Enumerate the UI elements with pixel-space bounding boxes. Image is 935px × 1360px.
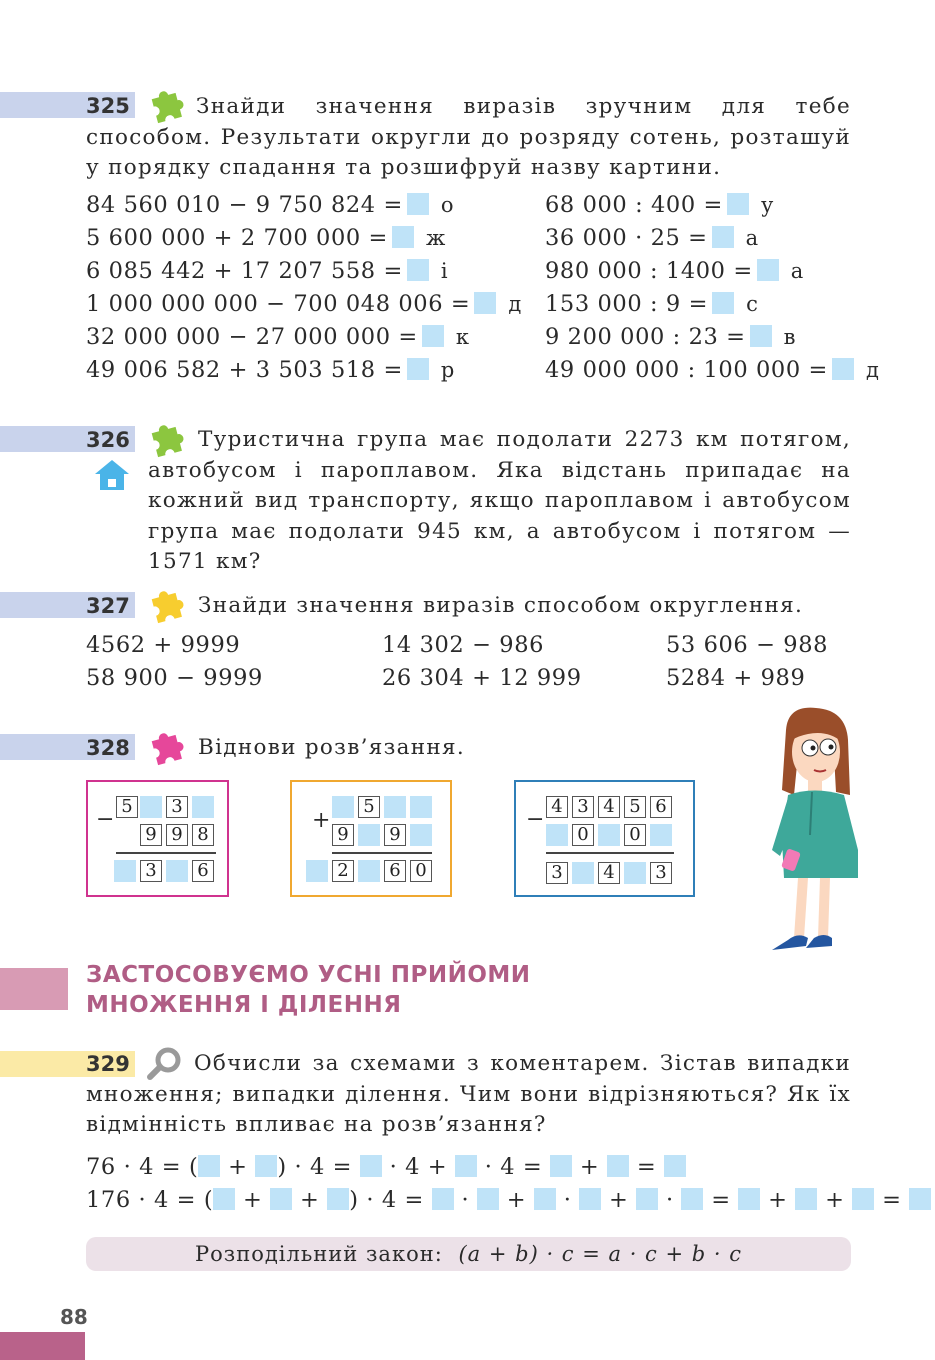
- section-heading-line-2: МНОЖЕННЯ І ДІЛЕННЯ: [86, 992, 402, 1018]
- task-text: Знайди значення виразів способом округлення.: [198, 593, 804, 618]
- girl-illustration: [758, 700, 868, 955]
- puzzle-yellow-icon: [148, 586, 186, 624]
- answer-box[interactable]: [712, 292, 734, 314]
- section-heading-line-1: ЗАСТОСОВУЄМО УСНІ ПРИЙОМИ: [86, 962, 531, 988]
- operator: −: [96, 807, 115, 832]
- puzzle-box-3: − 4 3 4 5 6 0 0 3 4 3: [514, 780, 695, 897]
- puzzle-box-1: − 5 3 9 9 8 3 6: [86, 780, 229, 897]
- answer-box[interactable]: [392, 226, 414, 248]
- law-formula: (a + b) · c = a · c + b · c: [458, 1242, 742, 1266]
- section-bar: [0, 968, 68, 1010]
- home-icon: [93, 458, 131, 492]
- expression-row: 1 000 000 000 − 700 048 006 = д: [86, 291, 522, 317]
- expression-row: 6 085 442 + 17 207 558 = і: [86, 258, 449, 284]
- answer-box[interactable]: [727, 193, 749, 215]
- puzzle-pink-icon: [148, 728, 186, 766]
- answer-box[interactable]: [750, 325, 772, 347]
- expression: 5284 + 989: [666, 665, 806, 691]
- expression-row: 5 600 000 + 2 700 000 = ж: [86, 225, 446, 251]
- answer-box[interactable]: [407, 259, 429, 281]
- answer-box[interactable]: [712, 226, 734, 248]
- operator: +: [312, 808, 331, 833]
- operator: −: [526, 807, 545, 832]
- answer-box[interactable]: [474, 292, 496, 314]
- task-text: Туристична група має подолати 2273 км потягом, автобусом і пароплавом. Яка відстань припадає на кожний вид транспорту, якщо пароплавом і автобусом група має подолати 945 км, а автобусом і потягом — 1571 км?: [148, 427, 851, 574]
- answer-box[interactable]: [422, 325, 444, 347]
- answer-box[interactable]: [407, 193, 429, 215]
- task-text: Віднови розв’язання.: [198, 735, 465, 760]
- expression-row: 153 000 : 9 = с: [545, 291, 759, 317]
- page-number: 88: [60, 1305, 88, 1329]
- expression-row: 68 000 : 400 = у: [545, 192, 774, 218]
- scheme-row-2: 176 · 4 = ( + + ) · 4 = · + · + · = + + =: [86, 1187, 931, 1213]
- expression-row: 9 200 000 : 23 = в: [545, 324, 797, 350]
- expression-row: 36 000 · 25 = а: [545, 225, 759, 251]
- expression-row: 980 000 : 1400 = а: [545, 258, 804, 284]
- scheme-row-1: 76 · 4 = ( + ) · 4 = · 4 + · 4 = + =: [86, 1154, 686, 1180]
- expression: 14 302 − 986: [382, 632, 545, 658]
- expression: 26 304 + 12 999: [382, 665, 582, 691]
- expression-row: 49 000 000 : 100 000 = д: [545, 357, 880, 383]
- law-label: Розподільний закон:: [195, 1242, 443, 1266]
- task-number: 328: [86, 736, 130, 760]
- answer-box[interactable]: [757, 259, 779, 281]
- task-number: 327: [86, 594, 130, 618]
- puzzle-box-2: + 5 9 9 2 6 0: [290, 780, 452, 897]
- expression: 58 900 − 9999: [86, 665, 263, 691]
- task-number: 325: [86, 94, 130, 118]
- task-number: 329: [86, 1052, 130, 1076]
- expression: 53 606 − 988: [666, 632, 829, 658]
- expression-row: 32 000 000 − 27 000 000 = к: [86, 324, 470, 350]
- task-text: Знайди значення виразів зручним для тебе способом. Результати округли до розряду сотень, розташуй у порядку спадання та розшифруй назву картини.: [86, 94, 851, 180]
- task-number: 326: [86, 428, 130, 452]
- task-text: Обчисли за схемами з коментарем. Зістав випадки множення; випадки ділення. Чим вони відрізняються? Як їх відмінність впливає на розв’язання?: [86, 1051, 851, 1137]
- expression-row: 49 006 582 + 3 503 518 = р: [86, 357, 455, 383]
- answer-box[interactable]: [407, 358, 429, 380]
- expression: 4562 + 9999: [86, 632, 241, 658]
- distributive-law-box: [86, 1237, 851, 1271]
- page-corner-bar: [0, 1332, 85, 1360]
- answer-box[interactable]: [832, 358, 854, 380]
- expression-row: 84 560 010 − 9 750 824 = о: [86, 192, 455, 218]
